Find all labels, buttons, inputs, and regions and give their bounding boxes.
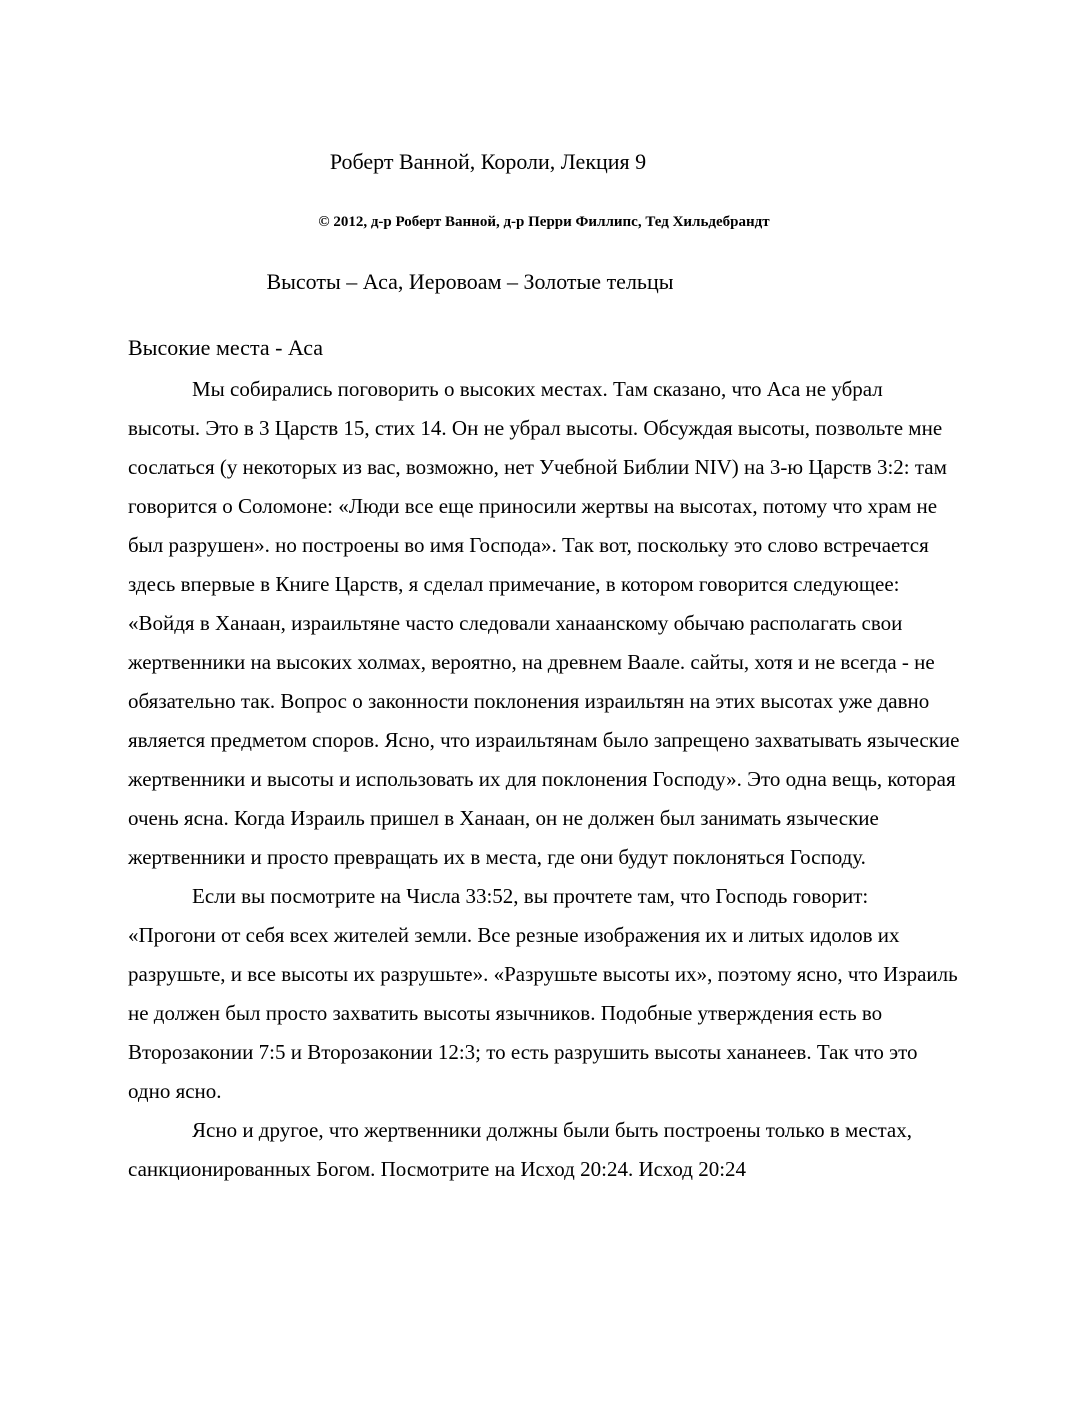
body-paragraph: Мы собирались поговорить о высоких местах. Там сказано, что Аса не убрал высоты. Это в 3 Царств 15, стих 14. Он не убрал высоты. Обсуждая высоты, позвольте мне сослаться (у некоторых из вас, возможно, нет Учебной Библии NIV) на 3-ю Царств 3:2: там говорится о Соломоне: «Люди все еще приносили жертвы на высотах, потому что храм не был разрушен». но построены во имя Господа». Так вот, поскольку это слово встречается здесь впервые в Книге Царств, я сделал примечание, в котором говорится следующее: «Войдя в Ханаан, израильтяне часто следовали ханаанскому обычаю располагать свои жертвенники на высоких холмах, вероятно, на древнем Ваале. сайты, хотя и не всегда - не обязательно так. Вопрос о законности поклонения израильтян на этих высотах уже давно является предметом споров. Ясно, что израильтянам было запрещено захватывать языческие жертвенники и высоты и использовать их для поклонения Господу». Это одна вещь, которая очень ясна. Когда Израиль пришел в Ханаан, он не должен был занимать языческие жертвенники и просто превращать их в места, где они будут поклоняться Господу. [128,377,960,869]
section-heading: Высокие места - Аса [128,335,324,360]
body-paragraph: Если вы посмотрите на Числа 33:52, вы прочтете там, что Господь говорит: «Прогони от себя всех жителей земли. Все резные изображения их и литых идолов их разрушьте, и все высоты их разрушьте». «Разрушьте высоты их», поэтому ясно, что Израиль не должен был просто захватить высоты язычников. Подобные утверждения есть во Второзаконии 7:5 и Второзаконии 12:3; то есть разрушить высоты хананеев. Так что это одно ясно. [128,884,958,1103]
lecture-subtitle: Высоты – Аса, Иеровоам – Золотые тельцы [266,269,674,294]
document-body [128,370,960,1189]
document-title: Роберт Ванной, Короли, Лекция 9 [329,149,647,174]
copyright-line: © 2012, д-р Роберт Ванной, д-р Перри Филлипс, Тед Хильдебрандт [318,214,770,230]
body-paragraph: Ясно и другое, что жертвенники должны были быть построены только в местах, санкционированных Богом. Посмотрите на Исход 20:24. Исход 20:24 [128,1118,912,1181]
